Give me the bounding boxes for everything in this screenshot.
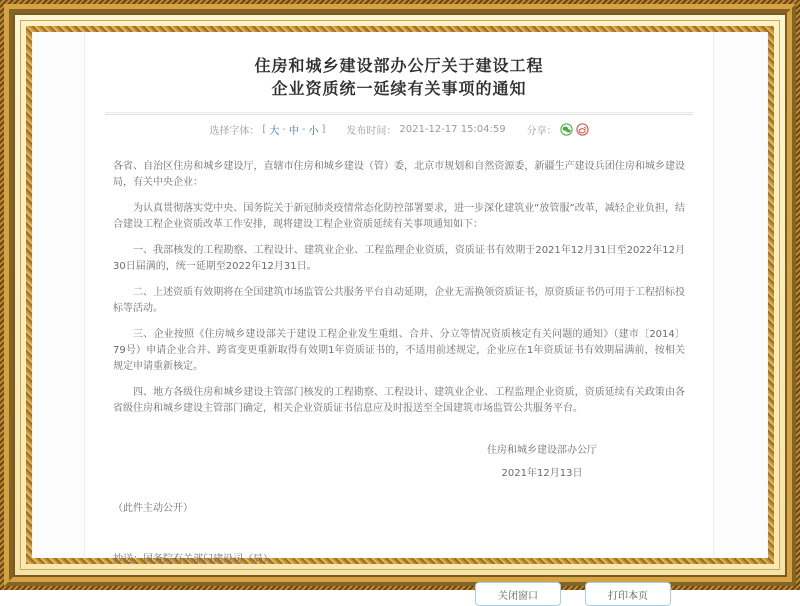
font-size-label: 选择字体： <box>209 126 260 137</box>
notice-paragraph: 三、企业按照《住房城乡建设部关于建设工程企业发生重组、合并、分立等情况资质核定有关问题的通知》（建市〔2014〕79号）申请企业合并、跨省变更重新取得有效期1年资质证书的，不适用前述规定，企业应在1年资质证书有效期届满前，按相关规定申请重新核定。 <box>113 329 685 372</box>
notice-paragraph: 二、上述资质有效期将在全国建筑市场监管公共服务平台自动延期，企业无需换领资质证书，原资质证书仍可用于工程招标投标等活动。 <box>113 287 685 314</box>
notice-title-line-1: 住房和城乡建设部办公厅关于建设工程 <box>254 56 544 75</box>
picture-frame-inner-band <box>26 26 774 602</box>
signature-organization: 住房和城乡建设部办公厅 <box>487 445 597 456</box>
share-label: 分享： <box>526 126 557 137</box>
footer-actions <box>105 582 693 606</box>
title-divider <box>105 112 693 115</box>
page-background <box>32 32 768 602</box>
notice-paragraph: 四、地方各级住房和城乡建设主管部门核发的工程勘察、工程设计、建筑业企业、工程监理企业资质，资质延续有关政策由各省级住房和城乡建设主管部门确定，相关企业资质证书信息应及时报送至全国建筑市场监管公共服务平台。 <box>113 387 685 414</box>
document-page <box>84 32 714 602</box>
notice-title-line-2: 企业资质统一延续有关事项的通知 <box>271 79 527 98</box>
notice-paragraph: 一、我部核发的工程勘察、工程设计、建筑业企业、工程监理企业资质，资质证书有效期于2021年12月31日至2022年12月30日届满的，统一延期至2022年12月31日。 <box>113 245 685 272</box>
notice-body <box>105 159 693 417</box>
font-size-separator: - <box>282 124 286 135</box>
font-size-bracket-open: [ <box>262 124 267 135</box>
wechat-share-icon[interactable] <box>560 123 573 136</box>
meta-bar <box>105 122 693 137</box>
close-window-button[interactable]: 关闭窗口 <box>475 582 561 606</box>
publish-time-value: 2021-12-17 15:04:59 <box>399 124 506 135</box>
font-size-separator: - <box>301 124 306 135</box>
cc-note: 抄送：国务院有关部门建设司（局）。 <box>113 554 278 565</box>
notice-title <box>105 54 693 100</box>
font-size-bracket-close: ] <box>321 124 326 135</box>
notice-paragraph: 各省、自治区住房和城乡建设厅，直辖市住房和城乡建设（管）委，北京市规划和自然资源委，新疆生产建设兵团住房和城乡建设局，有关中央企业： <box>113 161 685 188</box>
publish-time-label: 发布时间： <box>346 126 397 137</box>
font-size-small-link[interactable]: 小 <box>308 126 319 137</box>
notice-paragraph: 为认真贯彻落实党中央、国务院关于新冠肺炎疫情常态化防控部署要求，进一步深化建筑业“放管服”改革，减轻企业负担，结合建设工程企业资质改革工作安排，现将建设工程企业资质延续有关事项通知如下： <box>113 203 685 230</box>
weibo-share-icon[interactable] <box>576 123 589 136</box>
print-page-button[interactable]: 打印本页 <box>585 582 671 606</box>
disclosure-note: （此件主动公开） <box>113 503 193 514</box>
font-size-large-link[interactable]: 大 <box>269 126 280 137</box>
signature-block <box>487 439 597 485</box>
signature-date: 2021年12月13日 <box>501 468 583 479</box>
font-size-medium-link[interactable]: 中 <box>288 126 299 137</box>
